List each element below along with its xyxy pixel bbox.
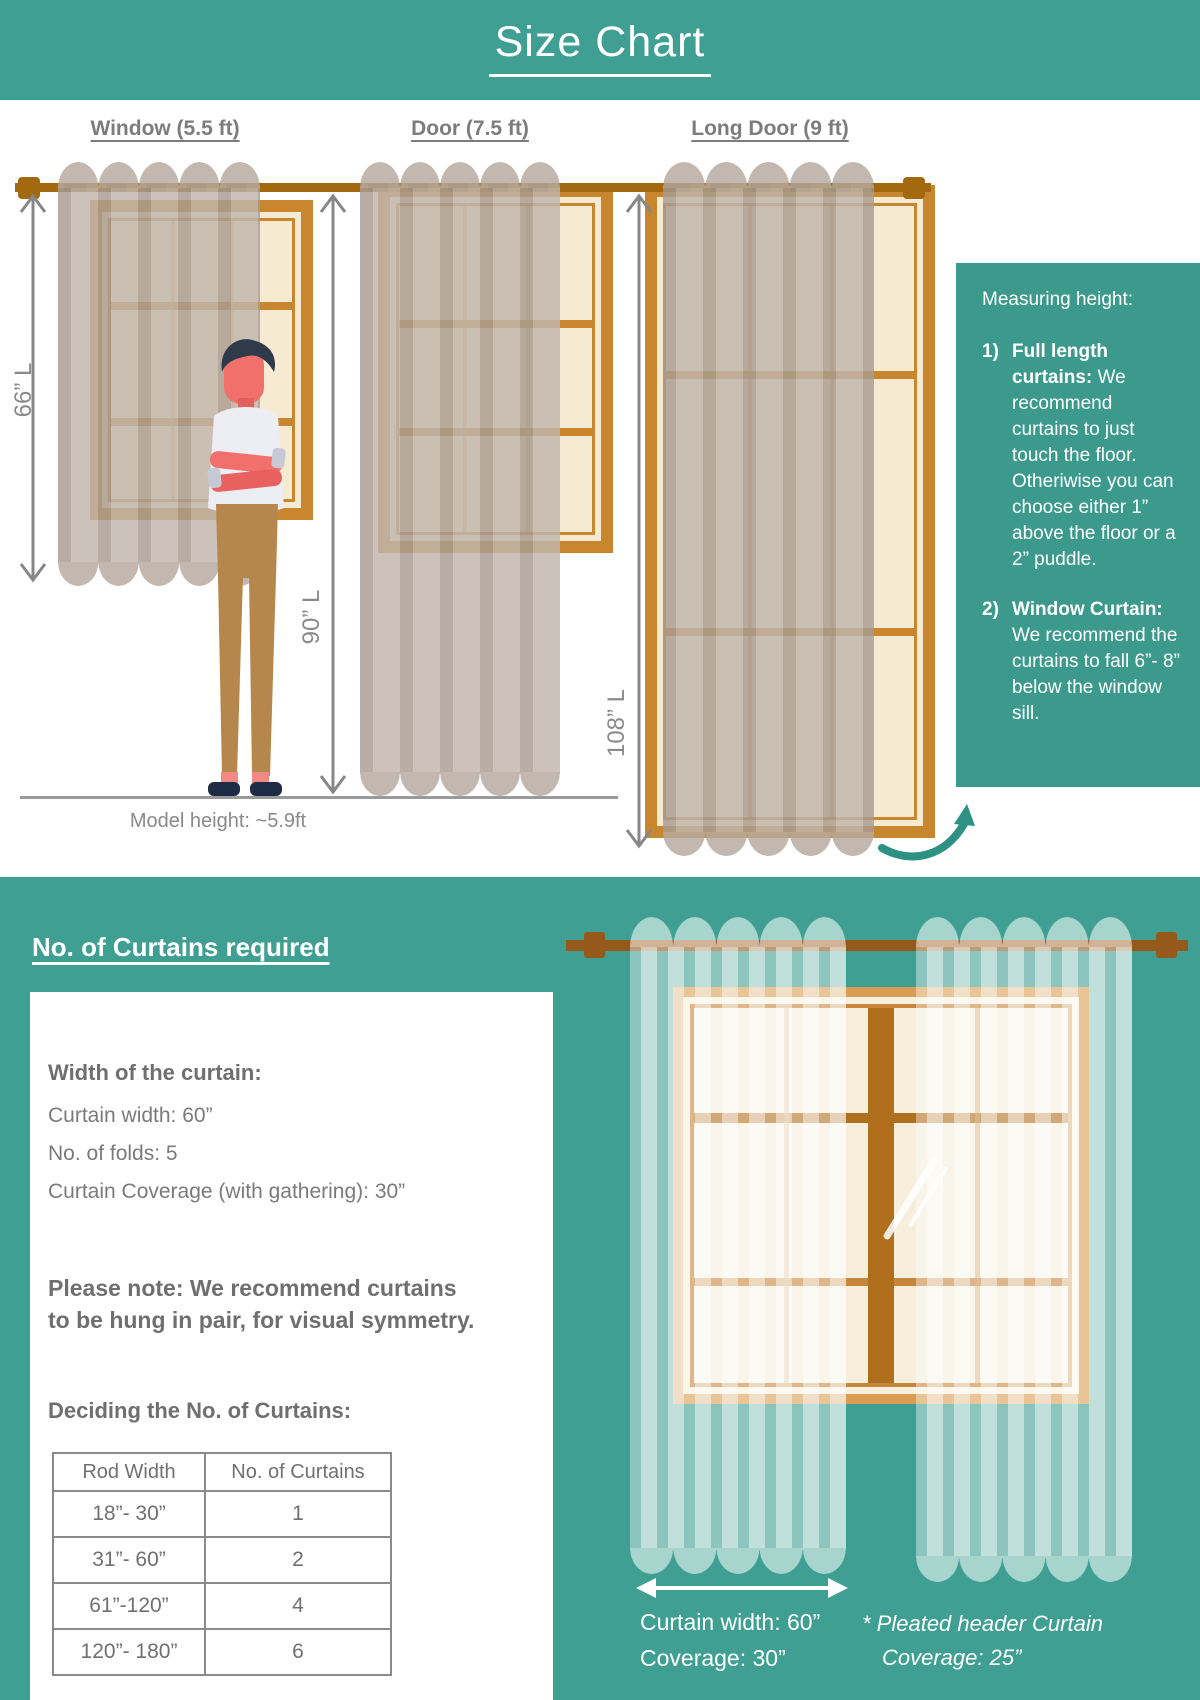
bottom-rod-cap-left <box>584 932 605 958</box>
rod-width-cell: 61”-120” <box>53 1583 205 1629</box>
curtain-header-loops <box>663 162 874 188</box>
curtain-header-loops <box>630 917 846 947</box>
window-center-mullion <box>868 1008 894 1383</box>
sheer-curtain-right <box>916 917 1132 1582</box>
person-illustration <box>186 336 308 800</box>
pair-note: Please note: We recommend curtains to be hung in pair, for visual symmetry. <box>48 1275 475 1334</box>
curtain-header-loops <box>916 917 1132 947</box>
curtain-body <box>663 188 874 832</box>
page-title: Size Chart <box>0 18 1200 77</box>
label-long-door: Long Door (9 ft) <box>691 117 849 140</box>
measuring-height-box <box>956 263 1200 787</box>
curtain-count-cell: 2 <box>205 1537 391 1583</box>
curtain-scalloped-hem <box>916 1556 1132 1582</box>
table-header-row <box>53 1453 391 1491</box>
table-row <box>53 1583 391 1629</box>
label-door: Door (7.5 ft) <box>411 117 529 140</box>
width-line-2: No. of folds: 5 <box>48 1142 178 1165</box>
rod-end-cap-right <box>903 177 925 199</box>
length-label-90: 90” L <box>298 589 325 645</box>
measuring-item-2 <box>982 597 1182 727</box>
bottom-rod-cap-right <box>1156 932 1177 958</box>
curtain-108in <box>663 162 874 856</box>
length-arrow-90 <box>317 192 349 796</box>
width-arrow-icon <box>634 1574 850 1602</box>
item-text: Full length curtains: We recommend curtains to just touch the floor. Otheriwise you can choose either 1” above the floor or a 2” puddle. <box>1012 341 1176 571</box>
sheer-curtain-left <box>630 917 846 1574</box>
curtain-90in <box>360 162 560 796</box>
measuring-box-title: Measuring height: <box>982 289 1134 310</box>
curtain-scalloped-hem <box>663 832 874 856</box>
item-number: 2) <box>982 599 999 621</box>
item-text: Window Curtain: We recommend the curtains to fall 6”- 8” below the window sill. <box>1012 599 1180 725</box>
curtain-body <box>916 947 1132 1556</box>
pleated-note-label: * Pleated header Curtain Coverage: 25” <box>862 1611 1103 1671</box>
table-row <box>53 1491 391 1537</box>
curtain-width-label: Curtain width: 60” Coverage: 30” <box>640 1609 821 1671</box>
floor-line <box>20 796 618 799</box>
curtain-header-loops <box>58 162 260 188</box>
rod-width-cell: 18”- 30” <box>53 1491 205 1537</box>
table-row <box>53 1629 391 1675</box>
curved-arrow-icon <box>872 798 988 866</box>
bottom-section-title: No. of Curtains required <box>32 932 330 962</box>
col-header-rod-width: Rod Width <box>53 1453 205 1491</box>
label-window: Window (5.5 ft) <box>90 117 240 140</box>
rod-width-cell: 120”- 180” <box>53 1629 205 1675</box>
curtain-count-cell: 6 <box>205 1629 391 1675</box>
rod-width-table <box>52 1452 392 1676</box>
col-header-no-curtains: No. of Curtains <box>205 1453 391 1491</box>
deciding-heading: Deciding the No. of Curtains: <box>48 1398 352 1423</box>
width-line-3: Curtain Coverage (with gathering): 30” <box>48 1180 406 1203</box>
curtain-scalloped-hem <box>630 1548 846 1574</box>
length-label-66: 66” L <box>10 362 37 418</box>
curtain-body <box>360 188 560 772</box>
curtain-count-cell: 4 <box>205 1583 391 1629</box>
width-line-1: Curtain width: 60” <box>48 1104 213 1127</box>
measuring-item-1 <box>982 339 1182 573</box>
table-row <box>53 1537 391 1583</box>
curtain-count-cell: 1 <box>205 1491 391 1537</box>
width-heading: Width of the curtain: <box>48 1060 262 1085</box>
item-number: 1) <box>982 341 999 363</box>
curtain-body <box>630 947 846 1548</box>
model-height-label: Model height: ~5.9ft <box>129 810 307 832</box>
length-label-108: 108” L <box>603 688 630 758</box>
rod-width-cell: 31”- 60” <box>53 1537 205 1583</box>
curtain-scalloped-hem <box>360 772 560 796</box>
curtain-header-loops <box>360 162 560 188</box>
